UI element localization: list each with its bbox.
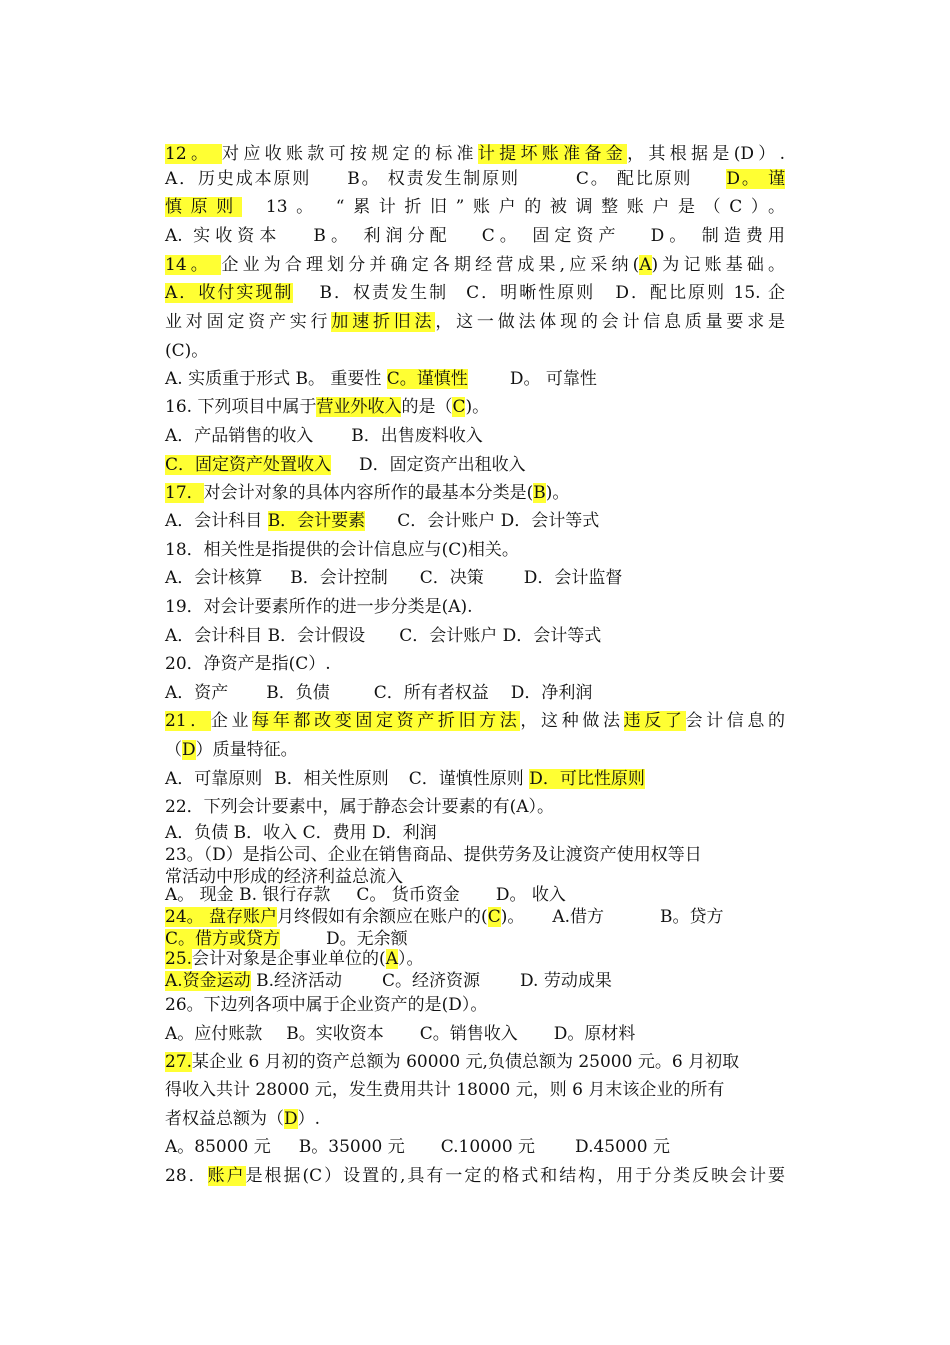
text-line [165,844,702,866]
highlighted-text: 27. [165,1052,193,1072]
highlighted-text: B [533,483,546,503]
text-line [165,396,489,418]
text-segment: B。 利润分配 [313,226,452,246]
text-segment: ，其根据是(D）. [627,144,785,164]
text-segment: 者权益总额为（ [165,1109,284,1129]
highlighted-text: D．可比性原则 [529,769,645,789]
highlighted-text: 24。 盘存账户 [165,907,278,927]
text-line [165,796,554,818]
text-segment: )为记账基础。 [651,255,785,275]
text-segment: （ [165,740,182,760]
text-segment: A．会计核算 [165,568,263,588]
text-line [165,682,592,704]
text-line [165,1051,739,1073]
text-line [165,1136,670,1158]
highlighted-text: 营业外收入 [316,397,402,417]
text-segment: D。原材料 [553,1024,636,1044]
text-segment: D。 收入 [495,885,566,905]
highlighted-text: A [385,949,398,969]
text-line [165,567,622,589]
text-line [165,948,423,970]
text-segment: 对应收账款可按规定的标准 [222,144,478,164]
text-segment: D．净利润 [510,683,593,703]
text-segment: 业对固定资产实行 [165,312,332,332]
highlighted-text: 12。 [165,144,222,164]
text-segment: B．出售废料收入 [351,426,483,446]
text-segment: C．所有者权益 [373,683,489,703]
text-line [165,906,724,928]
text-segment: 18．相关性是指提供的会计信息应与(C)相关。 [165,540,519,560]
highlighted-text: D [284,1109,298,1129]
text-line [165,1165,785,1187]
text-segment: B．权责发生制 [319,283,449,303]
text-line [165,994,487,1016]
text-segment: A．会计科目 B．会计假设 [165,626,366,646]
text-segment: D．配比原则 15. 企 [615,283,785,303]
text-segment: C．会计账户 D．会计等式 [399,626,602,646]
text-segment: D．固定资产出租收入 [359,455,526,475]
text-line [165,653,331,675]
text-segment: C．会计账户 D．会计等式 [397,511,600,531]
highlighted-text: 计提坏账准备金 [477,144,628,164]
text-segment: D．会计监督 [523,568,623,588]
text-segment: C。销售收入 [419,1024,518,1044]
text-line [165,143,785,165]
text-line [165,768,645,790]
text-line [165,168,785,190]
highlighted-text: 17． [165,483,204,503]
text-segment: A．资产 [165,683,229,703]
highlighted-text: C [452,397,466,417]
highlighted-text: 慎原则 [165,197,242,217]
text-line [165,510,599,532]
text-line [165,822,437,844]
text-line [165,739,298,761]
text-segment: 企业 [210,711,253,731]
text-segment: A。 现金 B. 银行存款 [165,885,331,905]
text-segment: D.45000 元 [575,1137,670,1157]
text-segment: A．可靠原则 [165,769,263,789]
text-line [165,311,785,333]
text-segment: 是根据(C）设置的,具有一定的格式和结构，用于分类反映会计要 [245,1166,786,1186]
text-segment: 某企业 6 月初的资产总额为 60000 元,负债总额为 25000 元。6 月初取 [192,1052,740,1072]
text-segment: 16. 下列项目中属于 [165,397,317,417]
text-segment: 得收入共计 28000 元，发生费用共计 18000 元，则 6 月末该企业的所有 [165,1080,725,1100]
text-segment: 月终假如有余额应在账户的( [277,907,488,927]
text-segment: C。 固定资产 [481,226,621,246]
text-segment: )。 [500,907,525,927]
highlighted-text: 21． [165,711,211,731]
text-segment: 会计对象是企事业单位的( [192,949,386,969]
text-line [165,970,612,992]
text-line [165,425,483,447]
text-segment: ）质量特征。 [195,740,298,760]
text-segment: B。 权责发生制原则 [347,169,520,189]
text-segment: A. 实收资本 [165,226,282,246]
text-line [165,884,566,906]
text-segment: 26。下边列各项中属于企业资产的是(D）。 [165,995,488,1015]
text-segment: D。 制造费用 [650,226,785,246]
text-segment: A。应付账款 [165,1024,263,1044]
text-segment: 22．下列会计要素中，属于静态会计要素的有(A）。 [165,797,555,817]
text-segment: C。 配比原则 [575,169,693,189]
text-segment: D. 劳动成果 [520,971,612,991]
text-line [165,368,597,390]
highlighted-text: C [487,907,501,927]
highlighted-text: D [182,740,196,760]
text-segment: D。 可靠性 [509,369,597,389]
text-line [165,254,785,276]
text-segment: B．负债 [266,683,330,703]
text-segment: D。无余额 [326,929,408,949]
highlighted-text: A [639,255,652,275]
text-segment: 企业为合理划分并确定各期经营成果,应采纳( [221,255,640,275]
text-segment: 19．对会计要素所作的进一步分类是(A). [165,597,473,617]
text-segment: C.10000 元 [440,1137,536,1157]
highlighted-text: 违反了 [623,711,686,731]
text-segment: 对会计对象的具体内容所作的最基本分类是( [203,483,534,503]
text-line [165,539,519,561]
text-segment: (C)。 [165,341,209,361]
text-segment: 常活动中形成的经济利益总流入 [165,867,403,887]
text-line [165,454,526,476]
text-segment: A．历史成本原则 [165,169,312,189]
text-segment: B．会计控制 [290,568,388,588]
text-segment: C．明晰性原则 [466,283,596,303]
highlighted-text: D。 谨 [726,169,785,189]
text-segment: 20．净资产是指(C）. [165,654,331,674]
text-line [165,1023,635,1045]
highlighted-text: C。谨慎性 [386,369,468,389]
text-line [165,340,208,362]
highlighted-text: A.资金运动 [165,971,251,991]
text-segment: 会计信息的 [685,711,786,731]
highlighted-text: 账户 [207,1166,246,1186]
text-line [165,710,785,732]
text-segment: C。经济资源 [382,971,481,991]
highlighted-text: 加速折旧法 [331,312,436,332]
text-line [165,1108,320,1130]
text-segment: ）. [297,1109,321,1129]
highlighted-text: C．固定资产处置收入 [165,455,332,475]
text-line [165,482,569,504]
text-line [165,596,473,618]
text-line [165,196,785,218]
text-segment: ）。 [397,949,424,969]
highlighted-text: B．会计要素 [267,511,366,531]
text-segment: A.借方 [552,907,605,927]
text-line [165,282,785,304]
text-segment: ，这一做法体现的会计信息质量要求是 [435,312,786,332]
text-segment: 23。（D）是指公司、企业在销售商品、提供劳务及让渡资产使用权等日 [165,845,702,865]
text-line [165,928,408,950]
text-segment: B。实收资本 [286,1024,384,1044]
highlighted-text: A．收付实现制 [165,283,294,303]
text-segment: B。35000 元 [298,1137,405,1157]
text-segment: 的是（ [401,397,453,417]
text-segment: A．负债 B．收入 C．费用 D．利润 [165,823,437,843]
text-segment: )。 [545,483,570,503]
text-segment: A. 实质重于形式 B。 重要性 [165,369,387,389]
text-segment: C。 货币资金 [356,885,460,905]
text-line [165,625,601,647]
text-segment: C．谨慎性原则 [408,769,530,789]
highlighted-text: C。借方或贷方 [165,929,281,949]
text-segment: B。贷方 [660,907,724,927]
text-line [165,225,785,247]
text-line [165,1079,724,1101]
highlighted-text: 25. [165,949,193,969]
highlighted-text: 14。 [165,255,222,275]
text-segment: A。85000 元 [165,1137,271,1157]
highlighted-text: 每年都改变固定资产折旧方法 [252,711,521,731]
text-segment: 28． [165,1166,208,1186]
text-segment: A．产品销售的收入 [165,426,314,446]
text-segment: B．相关性原则 [274,769,389,789]
text-segment: )。 [465,397,490,417]
text-segment: B.经济活动 [250,971,342,991]
text-segment: 13。 “累计折旧”账户的被调整账户是（C）。 [265,197,785,217]
text-segment: ，这种做法 [520,711,624,731]
text-segment: C．决策 [419,568,484,588]
text-segment: A．会计科目 [165,511,268,531]
